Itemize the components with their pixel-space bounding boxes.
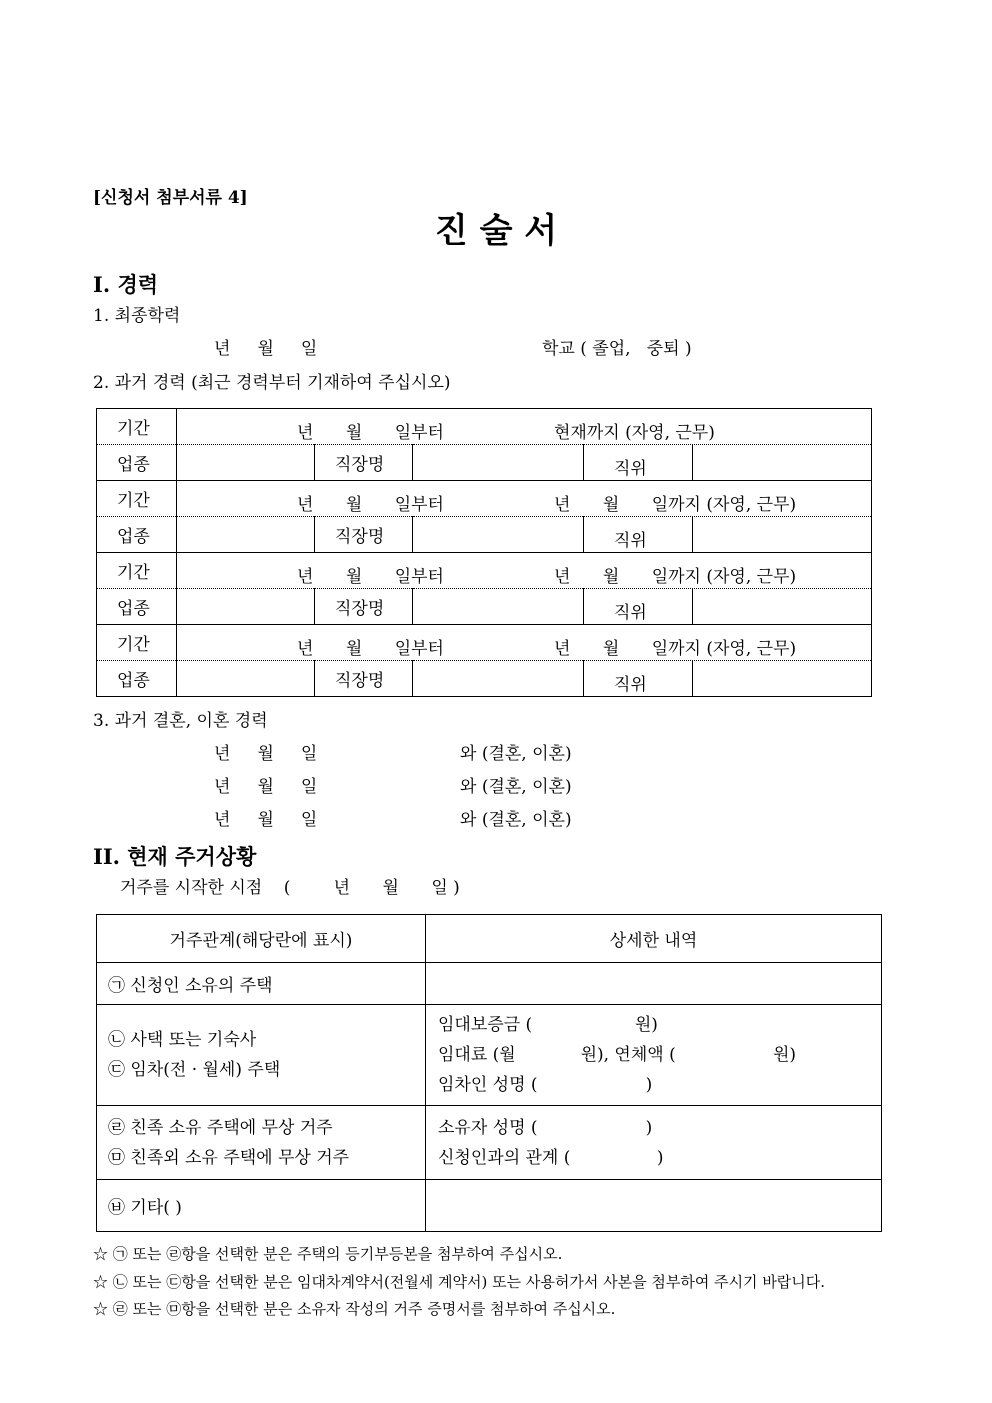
period-label: 기간	[97, 625, 177, 661]
section2-heading: II. 현재 주거상황	[93, 844, 257, 869]
marriage-date: 년 월 일	[214, 777, 318, 797]
workplace-value[interactable]	[413, 445, 584, 481]
industry-value[interactable]	[177, 589, 315, 625]
tenant-name-field[interactable]: 임차인 성명 ( )	[438, 1075, 653, 1095]
relationship-field[interactable]: 신청인과의 관계 ( )	[438, 1147, 664, 1168]
industry-label: 업종	[97, 661, 177, 697]
workplace-label: 직장명	[315, 445, 413, 481]
marriage-date: 년 월 일	[214, 810, 318, 830]
industry-value[interactable]	[177, 445, 315, 481]
period-start: 년 월 일부터	[297, 567, 444, 587]
housing-row-other	[97, 1180, 882, 1232]
workplace-label: 직장명	[315, 517, 413, 553]
career-job-row	[97, 517, 872, 553]
position-value[interactable]	[692, 589, 693, 624]
industry-label: 업종	[97, 589, 177, 625]
career-job-row	[97, 589, 872, 625]
housing-row-free	[97, 1106, 882, 1180]
option-nonrelative-free[interactable]: ㉤ 친족외 소유 주택에 무상 거주	[108, 1147, 350, 1168]
header-left: 거주관계(해당란에 표시)	[97, 915, 426, 963]
deposit-field[interactable]: 임대보증금 ( 원)	[438, 1015, 658, 1035]
period-end: 년 월 일까지 (자영, 근무)	[554, 567, 797, 587]
period-end: 년 월 일까지 (자영, 근무)	[554, 495, 797, 515]
career-period-row	[97, 553, 872, 589]
period-start: 년 월 일부터	[297, 423, 444, 443]
housing-row-own	[97, 963, 882, 1005]
position-value[interactable]	[692, 661, 693, 696]
marriage-suffix: 와 (결혼, 이혼)	[460, 810, 572, 830]
period-end: 현재까지 (자영, 근무)	[554, 423, 715, 443]
note-3: ☆ ㉣ 또는 ㉤항을 선택한 분은 소유자 작성의 거주 증명서를 첨부하여 주십시오.	[93, 1300, 616, 1318]
owner-name-field[interactable]: 소유자 성명 ( )	[438, 1117, 653, 1138]
detail-own-home[interactable]	[426, 963, 882, 1005]
industry-value[interactable]	[177, 517, 315, 553]
option-other[interactable]: ㉥ 기타( )	[97, 1180, 426, 1232]
career-job-row	[97, 661, 872, 697]
industry-label: 업종	[97, 517, 177, 553]
period-label: 기간	[97, 409, 177, 445]
housing-row-rent	[97, 1005, 882, 1106]
career-period-row	[97, 481, 872, 517]
industry-label: 업종	[97, 445, 177, 481]
marriage-suffix: 와 (결혼, 이혼)	[460, 744, 572, 764]
career-job-row	[97, 445, 872, 481]
marriage-suffix: 와 (결혼, 이혼)	[460, 777, 572, 797]
period-start: 년 월 일부터	[297, 495, 444, 515]
position-value[interactable]	[692, 445, 693, 480]
option-company-housing[interactable]: ㉡ 사택 또는 기숙사	[108, 1030, 257, 1050]
detail-other[interactable]	[426, 1180, 882, 1232]
rent-field[interactable]: 임대료 (월 원), 연체액 ( 원)	[438, 1045, 797, 1065]
residence-start: 거주를 시작한 시점 ( 년 월 일 )	[120, 878, 460, 898]
workplace-value[interactable]	[413, 517, 584, 553]
note-2: ☆ ㉡ 또는 ㉢항을 선택한 분은 임대차계약서(전월세 계약서) 또는 사용허가서 사본을 첨부하여 주시기 바랍니다.	[93, 1273, 826, 1291]
period-label: 기간	[97, 553, 177, 589]
position-label: 직위	[614, 603, 647, 623]
workplace-label: 직장명	[315, 661, 413, 697]
workplace-label: 직장명	[315, 589, 413, 625]
career-period-row	[97, 409, 872, 445]
education-label: 1. 최종학력	[93, 306, 181, 326]
workplace-value[interactable]	[413, 589, 584, 625]
education-date: 년 월 일	[214, 339, 318, 359]
option-relative-free[interactable]: ㉣ 친족 소유 주택에 무상 거주	[108, 1117, 333, 1138]
marriage-label: 3. 과거 결혼, 이혼 경력	[93, 711, 268, 731]
position-value[interactable]	[692, 517, 693, 552]
section1-heading: I. 경력	[93, 272, 159, 297]
period-start: 년 월 일부터	[297, 639, 444, 659]
note-1: ☆ ㉠ 또는 ㉣항을 선택한 분은 주택의 등기부등본을 첨부하여 주십시오.	[93, 1245, 563, 1263]
marriage-date: 년 월 일	[214, 744, 318, 764]
position-label: 직위	[614, 459, 647, 479]
option-own-home[interactable]: ㉠ 신청인 소유의 주택	[97, 963, 426, 1005]
workplace-value[interactable]	[413, 661, 584, 697]
career-label: 2. 과거 경력 (최근 경력부터 기재하여 주십시오)	[93, 373, 451, 393]
career-period-row	[97, 625, 872, 661]
housing-header-row	[97, 915, 882, 963]
industry-value[interactable]	[177, 661, 315, 697]
period-end: 년 월 일까지 (자영, 근무)	[554, 639, 797, 659]
career-table	[96, 408, 872, 697]
page-title: 진 술 서	[434, 211, 558, 251]
position-label: 직위	[614, 675, 647, 695]
position-label: 직위	[614, 531, 647, 551]
header-right: 상세한 내역	[426, 915, 882, 963]
education-school: 학교 ( 졸업, 중퇴 )	[542, 339, 692, 359]
attachment-label: [신청서 첨부서류 4]	[93, 188, 248, 208]
period-label: 기간	[97, 481, 177, 517]
option-rental-housing[interactable]: ㉢ 임차(전 · 월세) 주택	[108, 1060, 281, 1080]
housing-table	[96, 914, 882, 1232]
